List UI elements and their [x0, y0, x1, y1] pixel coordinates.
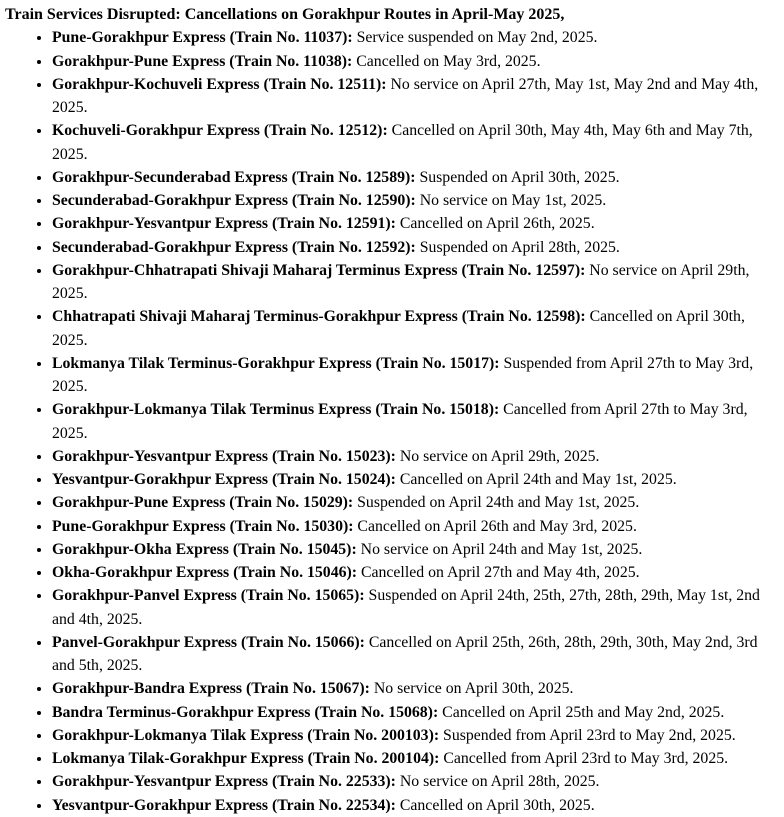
- train-status: Suspended on April 24th and May 1st, 2025.: [353, 494, 640, 512]
- train-name: Chhatrapati Shivaji Maharaj Terminus-Gorakhpur Express (Train No. 12598):: [52, 308, 586, 326]
- train-status: No service on April 28th, 2025.: [395, 773, 600, 791]
- train-name: Lokmanya Tilak-Gorakhpur Express (Train No. 200104):: [52, 750, 440, 767]
- train-name: Yesvantpur-Gorakhpur Express (Train No. 22534):: [52, 796, 396, 814]
- list-item: [52, 398, 782, 445]
- train-status: No service on May 1st, 2025.: [415, 192, 607, 209]
- train-status: Cancelled from April 23rd to May 3rd, 2025.: [439, 750, 729, 767]
- train-status: Cancelled on April 24th and May 1st, 2025.: [395, 471, 677, 488]
- list-item: [52, 259, 782, 306]
- train-status: Cancelled on April 30th, 2025.: [52, 308, 745, 349]
- train-name: Secunderabad-Gorakhpur Express (Train No. 12592):: [52, 238, 416, 256]
- list-item: [52, 677, 782, 700]
- list-item: [52, 770, 782, 793]
- train-status: No service on April 29th, 2025.: [395, 447, 600, 465]
- list-item: [52, 515, 782, 538]
- train-cancellation-list: [5, 26, 782, 817]
- page-title: Train Services Disrupted: Cancellations on Gorakhpur Routes in April-May 2025,: [5, 6, 565, 23]
- list-item: [52, 189, 782, 212]
- train-name: Gorakhpur-Secunderabad Express (Train No. 12589):: [52, 168, 416, 186]
- list-item: [52, 631, 782, 678]
- train-name: Gorakhpur-Yesvantpur Express (Train No. 22533):: [52, 773, 396, 791]
- list-item: [52, 26, 782, 49]
- train-name: Panvel-Gorakhpur Express (Train No. 15066):: [52, 633, 365, 651]
- train-status: Suspended on April 24th, 25th, 27th, 28th, 29th, May 1st, 2nd and 4th, 2025.: [52, 587, 760, 628]
- train-status: Cancelled on April 25th, 26th, 28th, 29th, 30th, May 2nd, 3rd and 5th, 2025.: [52, 633, 758, 674]
- train-status: Cancelled on April 30th, May 4th, May 6th and May 7th, 2025.: [52, 122, 753, 163]
- list-item: [52, 212, 782, 235]
- train-name: Okha-Gorakhpur Express (Train No. 15046):: [52, 564, 358, 581]
- train-name: Gorakhpur-Okha Express (Train No. 15045):: [52, 540, 357, 558]
- train-status: Service suspended on May 2nd, 2025.: [352, 29, 598, 47]
- train-name: Gorakhpur-Panvel Express (Train No. 15065):: [52, 587, 365, 605]
- train-status: Suspended on April 28th, 2025.: [415, 238, 620, 256]
- list-item: [52, 724, 782, 747]
- train-name: Gorakhpur-Yesvantpur Express (Train No. 12591):: [52, 215, 396, 233]
- train-name: Gorakhpur-Kochuveli Express (Train No. 12511):: [52, 75, 387, 93]
- list-item: [52, 352, 782, 399]
- train-status: Suspended from April 23rd to May 2nd, 2025.: [439, 726, 736, 744]
- train-status: No service on April 29th, 2025.: [52, 261, 750, 302]
- train-name: Gorakhpur-Bandra Express (Train No. 15067):: [52, 680, 370, 698]
- list-item: [52, 538, 782, 561]
- list-item: [52, 561, 782, 584]
- list-item: [52, 119, 782, 166]
- train-status: Cancelled on April 30th, 2025.: [395, 796, 595, 814]
- train-name: Gorakhpur-Chhatrapati Shivaji Maharaj Terminus Express (Train No. 12597):: [52, 261, 586, 279]
- list-item: [52, 701, 782, 724]
- list-item: [52, 445, 782, 468]
- train-name: Gorakhpur-Lokmanya Tilak Terminus Express (Train No. 15018):: [52, 401, 500, 419]
- list-item: [52, 166, 782, 189]
- list-item: [52, 73, 782, 120]
- train-name: Gorakhpur-Pune Express (Train No. 11038):: [52, 52, 353, 70]
- train-name: Kochuveli-Gorakhpur Express (Train No. 12512):: [52, 122, 388, 140]
- train-status: Suspended from April 27th to May 3rd, 2025.: [52, 354, 754, 395]
- train-status: Suspended on April 30th, 2025.: [415, 168, 620, 186]
- list-item: [52, 584, 782, 631]
- train-status: No service on April 27th, May 1st, May 2nd and May 4th, 2025.: [52, 75, 759, 116]
- train-name: Yesvantpur-Gorakhpur Express (Train No. 15024):: [52, 471, 396, 488]
- list-item: [52, 305, 782, 352]
- train-status: No service on April 30th, 2025.: [369, 680, 574, 698]
- train-name: Lokmanya Tilak Terminus-Gorakhpur Express (Train No. 15017):: [52, 354, 500, 372]
- list-item: [52, 747, 782, 770]
- train-name: Pune-Gorakhpur Express (Train No. 15030):: [52, 517, 354, 535]
- list-item: [52, 491, 782, 514]
- train-name: Bandra Terminus-Gorakhpur Express (Train No. 15068):: [52, 703, 439, 721]
- train-status: Cancelled from April 27th to May 3rd, 2025.: [52, 401, 748, 442]
- list-item: [52, 236, 782, 259]
- train-name: Gorakhpur-Yesvantpur Express (Train No. 15023):: [52, 447, 396, 465]
- list-item: [52, 468, 782, 491]
- train-name: Secunderabad-Gorakhpur Express (Train No. 12590):: [52, 192, 416, 209]
- train-name: Gorakhpur-Lokmanya Tilak Express (Train No. 200103):: [52, 726, 440, 744]
- train-status: No service on April 24th and May 1st, 2025.: [356, 540, 643, 558]
- train-status: Cancelled on April 26th, 2025.: [395, 215, 595, 233]
- train-status: Cancelled on May 3rd, 2025.: [352, 52, 541, 70]
- list-item: [52, 794, 782, 817]
- list-item: [52, 50, 782, 73]
- train-name: Pune-Gorakhpur Express (Train No. 11037):: [52, 29, 353, 47]
- train-status: Cancelled on April 26th and May 3rd, 2025.: [353, 517, 637, 535]
- train-status: Cancelled on April 25th and May 2nd, 2025.: [438, 703, 725, 721]
- train-status: Cancelled on April 27th and May 4th, 2025.: [357, 564, 640, 581]
- train-name: Gorakhpur-Pune Express (Train No. 15029):: [52, 494, 354, 512]
